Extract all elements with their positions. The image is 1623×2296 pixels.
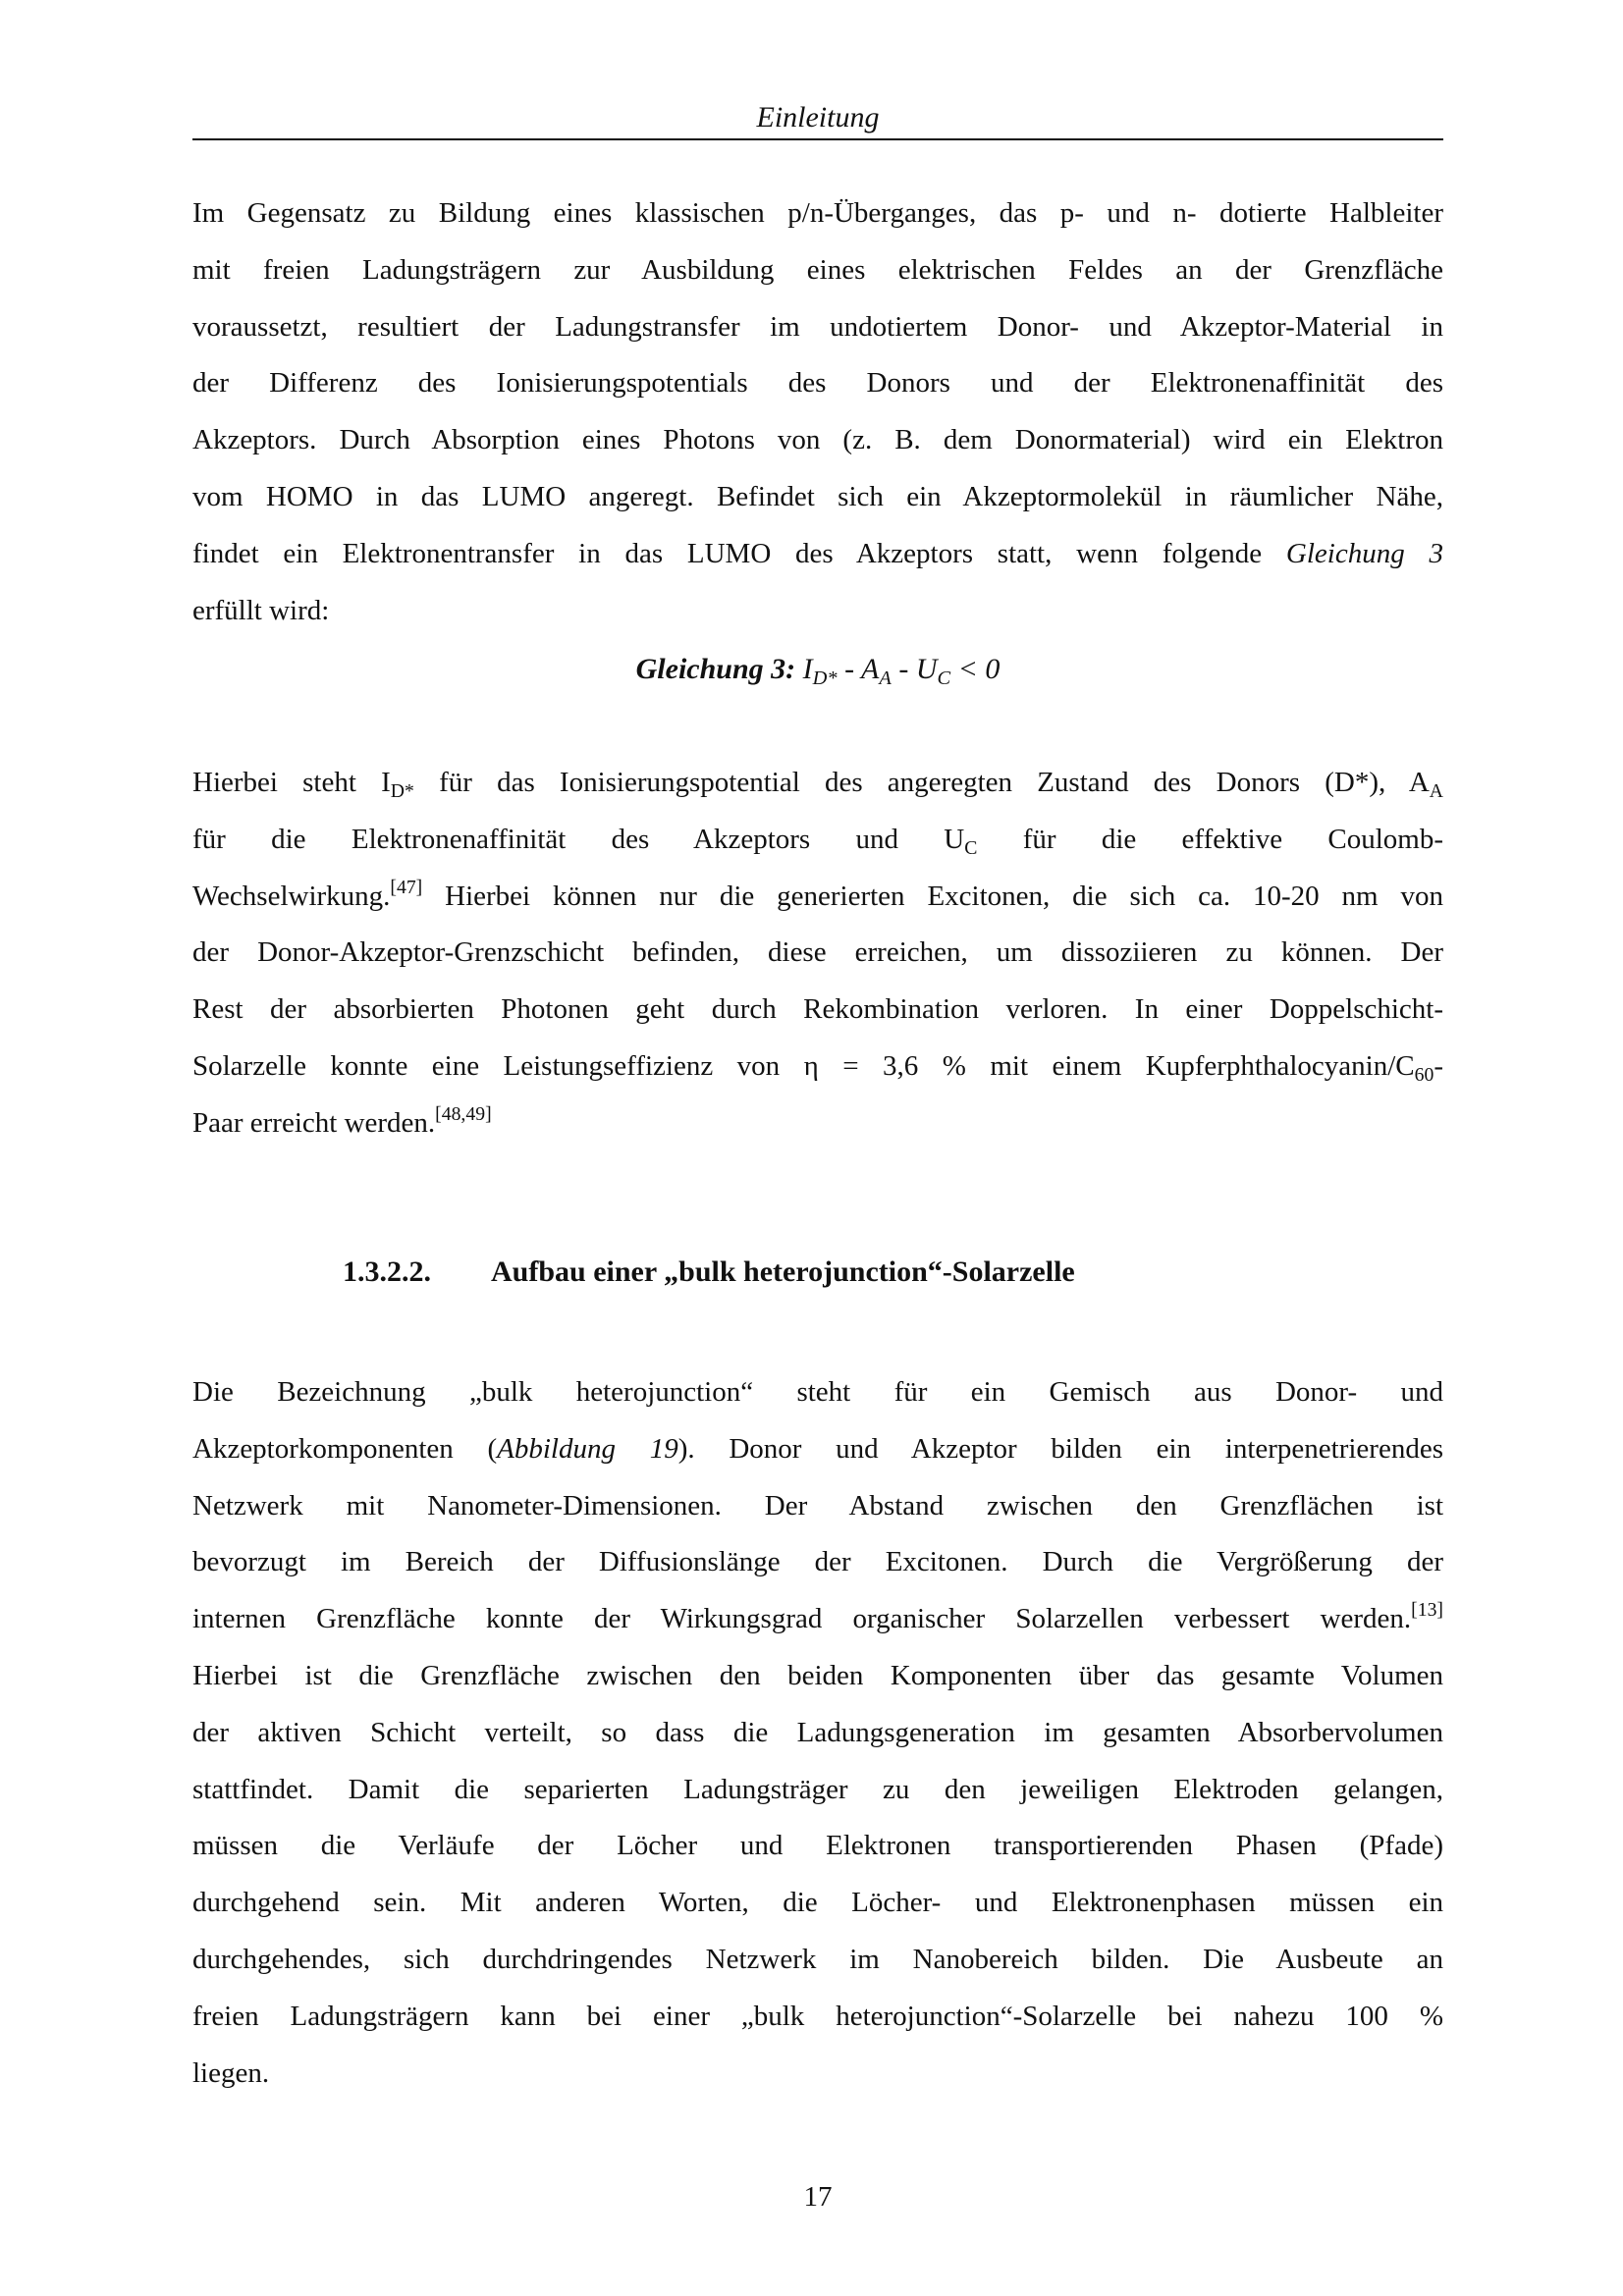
- text-line: [192, 412, 1443, 469]
- text-run: Wechselwirkung.: [192, 880, 391, 912]
- text-run: Im Gegensatz zu Bildung eines klassischen p/n-Überganges, das p- und n- dotierte Halbleiter: [192, 197, 1443, 229]
- paragraph-explanation: [192, 755, 1443, 1152]
- eq-sub: A: [879, 667, 892, 690]
- text-run: Netzwerk mit Nanometer-Dimensionen. Der Abstand zwischen den Grenzflächen ist: [192, 1489, 1443, 1522]
- text-run: erfüllt wird:: [192, 594, 330, 626]
- subscript: A: [1429, 779, 1444, 802]
- text-line: [192, 1039, 1443, 1095]
- text-run: bevorzugt im Bereich der Diffusionslänge der Excitonen. Durch die Vergrößerung der: [192, 1546, 1443, 1578]
- text-run: findet ein Elektronentransfer in das LUMO des Akzeptors statt, wenn folgende: [192, 537, 1286, 569]
- text-run: voraussetzt, resultiert der Ladungstransfer im undotiertem Donor- und Akzeptor-Material in: [192, 310, 1443, 343]
- running-header: Einleitung: [756, 101, 880, 133]
- text-run: Hierbei ist die Grenzfläche zwischen den beiden Komponenten über das gesamte Volumen: [192, 1659, 1443, 1691]
- text-run: für die Elektronenaffinität des Akzeptors und U: [192, 823, 965, 855]
- equation-label: Gleichung 3:: [635, 653, 796, 685]
- text-run: Solarzelle konnte eine Leistungseffizienz von η = 3,6 % mit einem Kupferphthalocyanin/C: [192, 1049, 1415, 1082]
- text-line: [192, 186, 1443, 242]
- citation: [13]: [1411, 1599, 1443, 1622]
- text-run: Paar erreicht werden.: [192, 1106, 436, 1139]
- text-line: [192, 242, 1443, 299]
- text-run: der Differenz des Ionisierungspotentials des Donors und der Elektronenaffinität des: [192, 367, 1443, 400]
- subscript: C: [964, 836, 978, 859]
- text-run: durchgehend sein. Mit anderen Worten, die Löcher- und Elektronenphasen müssen ein: [192, 1887, 1443, 1919]
- text-line: [192, 1591, 1443, 1648]
- text-line: [192, 1478, 1443, 1535]
- text-run: für die effektive Coulomb-: [977, 823, 1443, 855]
- page-number: 17: [803, 2181, 833, 2213]
- emphasis: Gleichung 3: [1285, 537, 1443, 569]
- text-run: freien Ladungsträgern kann bei einer „bulk heterojunction“-Solarzelle bei nahezu 100 %: [192, 2000, 1443, 2032]
- text-run: Hierbei können nur die generierten Excitonen, die sich ca. 10-20 nm von: [422, 880, 1443, 912]
- eq-sub: D*: [812, 667, 838, 690]
- text-run: Akzeptorkomponenten (: [192, 1432, 498, 1465]
- equation-3: [192, 641, 1443, 698]
- text-run: der aktiven Schicht verteilt, so dass die Ladungsgeneration im gesamten Absorbervolumen: [192, 1716, 1443, 1748]
- text-run: Akzeptors. Durch Absorption eines Photons von (z. B. dem Donormaterial) wird ein Elektron: [192, 424, 1443, 456]
- text-run: -: [1434, 1049, 1443, 1082]
- section-number: 1.3.2.2.: [343, 1255, 431, 1288]
- text-line: [192, 1534, 1443, 1591]
- emphasis: Abbildung 19: [497, 1432, 678, 1465]
- text-run: müssen die Verläufe der Löcher und Elektronen transportierenden Phasen (Pfade): [192, 1830, 1443, 1862]
- eq-term-i: I: [802, 653, 813, 685]
- subscript: 60: [1414, 1063, 1434, 1086]
- text-run: Hierbei steht I: [192, 767, 391, 798]
- text-line: [192, 299, 1443, 356]
- text-run: ). Donor und Akzeptor bilden ein interpenetrierendes: [677, 1432, 1443, 1465]
- text-line: [192, 982, 1443, 1039]
- eq-term-u: U: [915, 653, 938, 685]
- paragraph-bulk-heterojunction: [192, 1364, 1443, 2102]
- text-line: [192, 1932, 1443, 1989]
- eq-rest: < 0: [950, 653, 1001, 685]
- subscript: D*: [390, 779, 414, 802]
- text-run: Rest der absorbierten Photonen geht durch Rekombination verloren. In einer Doppelschicht-: [192, 993, 1443, 1026]
- header-rule: [192, 138, 1443, 140]
- text-run: der Donor-Akzeptor-Grenzschicht befinden, diese erreichen, um dissoziieren zu können. Der: [192, 936, 1443, 969]
- text-line: [192, 1875, 1443, 1932]
- text-line: [192, 1421, 1443, 1478]
- text-line: [192, 1705, 1443, 1762]
- text-line: [192, 355, 1443, 412]
- text-run: stattfindet. Damit die separierten Ladungsträger zu den jeweiligen Elektroden gelangen,: [192, 1773, 1443, 1805]
- text-line: [192, 583, 1443, 640]
- text-line: [192, 1648, 1443, 1705]
- text-run: durchgehendes, sich durchdringendes Netzwerk im Nanobereich bilden. Die Ausbeute an: [192, 1943, 1443, 1975]
- citation: [48,49]: [435, 1102, 492, 1125]
- eq-term-a: A: [861, 653, 880, 685]
- text-line: [192, 1989, 1443, 2046]
- text-run: für das Ionisierungspotential des angeregten Zustand des Donors (D*), A: [413, 767, 1430, 798]
- text-line: [192, 1762, 1443, 1819]
- text-line: [192, 869, 1443, 926]
- text-line: [192, 1364, 1443, 1421]
- text-line: [192, 925, 1443, 982]
- text-run: liegen.: [192, 2056, 270, 2089]
- text-run: Die Bezeichnung „bulk heterojunction“ steht für ein Gemisch aus Donor- und: [192, 1376, 1443, 1408]
- text-run: internen Grenzfläche konnte der Wirkungsgrad organischer Solarzellen verbessert werden.: [192, 1603, 1412, 1635]
- text-run: vom HOMO in das LUMO angeregt. Befindet sich ein Akzeptormolekül in räumlicher Nähe,: [192, 480, 1443, 512]
- text-line: [192, 755, 1443, 812]
- text-run: mit freien Ladungsträgern zur Ausbildung eines elektrischen Feldes an der Grenzfläche: [192, 253, 1443, 286]
- text-line: [192, 1818, 1443, 1875]
- text-line: [192, 2046, 1443, 2103]
- citation: [47]: [390, 876, 423, 898]
- section-title: Aufbau einer „bulk heterojunction“-Solarzelle: [491, 1255, 1075, 1288]
- text-line: [192, 526, 1443, 583]
- eq-op: -: [891, 653, 916, 685]
- text-line: [192, 1095, 1443, 1152]
- eq-sub: C: [937, 667, 951, 690]
- eq-op: -: [837, 653, 862, 685]
- text-line: [192, 469, 1443, 526]
- paragraph-charge-transfer: [192, 186, 1443, 639]
- text-line: [192, 812, 1443, 869]
